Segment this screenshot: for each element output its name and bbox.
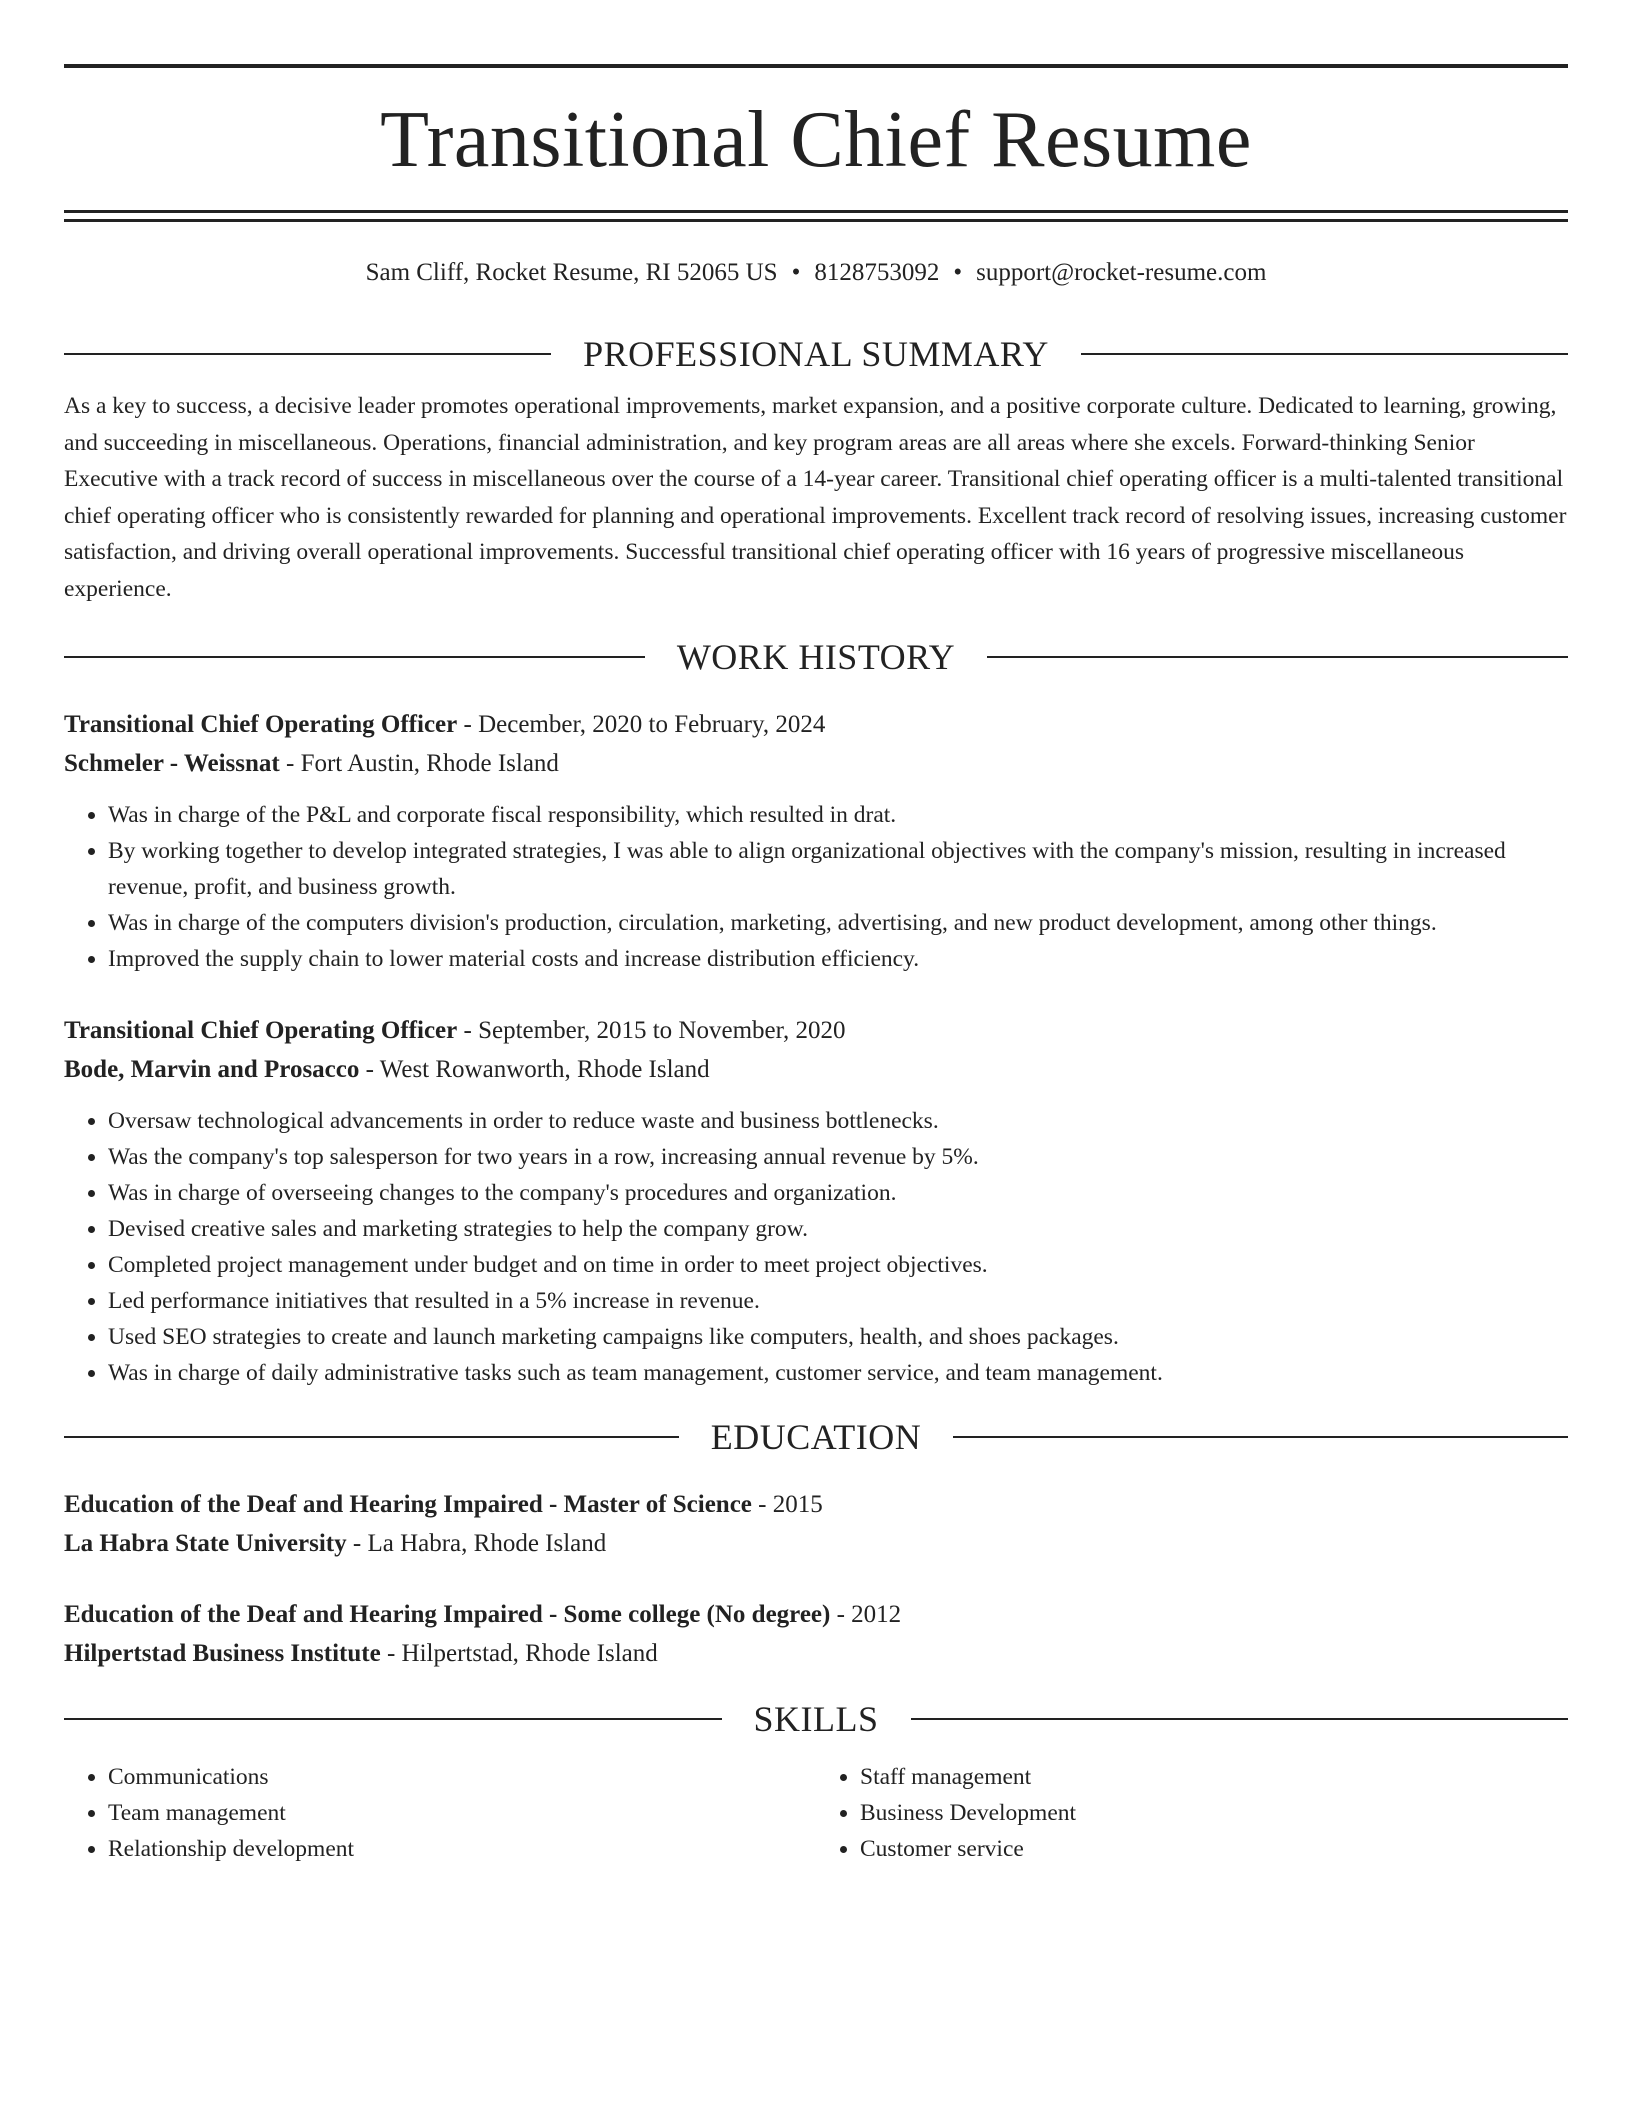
job-company: Bode, Marvin and Prosacco <box>64 1056 360 1083</box>
skills-columns <box>64 1759 1568 1867</box>
education-location: - Hilpertstad, Rhode Island <box>380 1640 658 1667</box>
section-header-summary <box>64 334 1568 374</box>
education-school-line <box>64 1524 1568 1563</box>
contact-separator: • <box>953 259 963 286</box>
job-title: Transitional Chief Operating Officer <box>64 1017 458 1044</box>
skill-item: • Business Development <box>860 1795 1568 1831</box>
resume-title: Transitional Chief Resume <box>380 96 1252 184</box>
job-title-line <box>64 1011 1568 1050</box>
section-title-summary: PROFESSIONAL SUMMARY <box>583 334 1049 374</box>
job-company: Schmeler - Weissnat <box>64 750 280 777</box>
section-header-skills <box>64 1699 1568 1739</box>
job-bullet: • Led performance initiatives that resulted in a 5% increase in revenue. <box>108 1283 1568 1319</box>
job-bullet: • Oversaw technological advancements in order to reduce waste and business bottlenecks. <box>108 1103 1568 1139</box>
job-bullet: • Improved the supply chain to lower material costs and increase distribution efficiency. <box>108 941 1568 977</box>
education-school: La Habra State University <box>64 1530 347 1557</box>
job-location: - Fort Austin, Rhode Island <box>279 750 559 777</box>
job-dates: - December, 2020 to February, 2024 <box>457 711 826 738</box>
skill-item: • Communications <box>108 1759 816 1795</box>
section-title-work: WORK HISTORY <box>676 637 956 677</box>
education-degree-line <box>64 1595 1568 1634</box>
resume-page <box>64 64 1568 1867</box>
job-bullets <box>64 797 1568 977</box>
education-year: - 2012 <box>830 1601 902 1628</box>
section-rule-right <box>987 656 1568 658</box>
section-rule-right <box>911 1718 1569 1720</box>
section-rule-left <box>64 656 645 658</box>
job-title: Transitional Chief Operating Officer <box>64 711 458 738</box>
skills-list-right <box>816 1759 1568 1867</box>
skill-item: • Relationship development <box>108 1831 816 1867</box>
education-degree: Education of the Deaf and Hearing Impaired - Master of Science <box>64 1491 752 1518</box>
education-year: - 2015 <box>751 1491 823 1518</box>
skill-item: • Customer service <box>860 1831 1568 1867</box>
education-entry <box>64 1485 1568 1563</box>
job-entry <box>64 705 1568 977</box>
top-rule <box>64 64 1568 68</box>
education-degree-line <box>64 1485 1568 1524</box>
job-entry <box>64 1011 1568 1391</box>
job-dates: - September, 2015 to November, 2020 <box>457 1017 846 1044</box>
job-location: - West Rowanworth, Rhode Island <box>359 1056 710 1083</box>
contact-address: Sam Cliff, Rocket Resume, RI 52065 US <box>365 259 778 286</box>
section-title-education: EDUCATION <box>710 1417 922 1457</box>
contact-separator: • <box>791 259 801 286</box>
skills-list-left <box>64 1759 816 1867</box>
job-bullet: • Was the company's top salesperson for two years in a row, increasing annual revenue by 5%. <box>108 1139 1568 1175</box>
education-school-line <box>64 1634 1568 1673</box>
skill-item: • Staff management <box>860 1759 1568 1795</box>
job-bullet: • Was in charge of daily administrative tasks such as team management, customer service, and team management. <box>108 1355 1568 1391</box>
job-bullet: • Devised creative sales and marketing strategies to help the company grow. <box>108 1211 1568 1247</box>
section-header-work <box>64 637 1568 677</box>
job-bullet: • Was in charge of the computers division's production, circulation, marketing, advertising, and new product development, among other things. <box>108 905 1568 941</box>
title-double-rule <box>64 210 1568 222</box>
section-rule-left <box>64 1718 722 1720</box>
summary-text: As a key to success, a decisive leader promotes operational improvements, market expansion, and a positive corporate culture. Dedicated to learning, growing, and succeeding in miscellaneous. Operations, financial administration, and key program areas are all areas where she excels. Forward-thinking Senior Executive with a track record of success in miscellaneous over the course of a 14-year career. Transitional chief operating officer is a multi-talented transitional chief operating officer who is consistently rewarded for planning and operational improvements. Excellent track record of resolving issues, increasing customer satisfaction, and driving overall operational improvements. Successful transitional chief operating officer with 16 years of progressive miscellaneous experience. <box>64 393 1567 602</box>
education-degree: Education of the Deaf and Hearing Impaired - Some college (No degree) <box>64 1601 831 1628</box>
education-location: - La Habra, Rhode Island <box>346 1530 607 1557</box>
contact-email: support@rocket-resume.com <box>976 259 1267 286</box>
section-header-education <box>64 1417 1568 1457</box>
education-school: Hilpertstad Business Institute <box>64 1640 381 1667</box>
job-bullet: • Was in charge of the P&L and corporate fiscal responsibility, which resulted in drat. <box>108 797 1568 833</box>
section-rule-right <box>953 1436 1568 1438</box>
skill-item: • Team management <box>108 1795 816 1831</box>
job-bullet: • By working together to develop integrated strategies, I was able to align organizational objectives with the company's mission, resulting in increased revenue, profit, and business growth. <box>108 833 1568 905</box>
job-bullet: • Was in charge of overseeing changes to the company's procedures and organization. <box>108 1175 1568 1211</box>
job-bullet: • Used SEO strategies to create and launch marketing campaigns like computers, health, and shoes packages. <box>108 1319 1568 1355</box>
education-entry <box>64 1595 1568 1673</box>
section-rule-left <box>64 353 551 355</box>
job-title-line <box>64 705 1568 744</box>
section-title-skills: SKILLS <box>753 1699 879 1739</box>
job-bullets <box>64 1103 1568 1391</box>
job-bullet: • Completed project management under budget and on time in order to meet project objectives. <box>108 1247 1568 1283</box>
job-company-line <box>64 1050 1568 1089</box>
contact-phone: 8128753092 <box>814 259 940 286</box>
section-rule-right <box>1081 353 1568 355</box>
job-company-line <box>64 744 1568 783</box>
contact-line <box>64 258 1568 288</box>
section-rule-left <box>64 1436 679 1438</box>
